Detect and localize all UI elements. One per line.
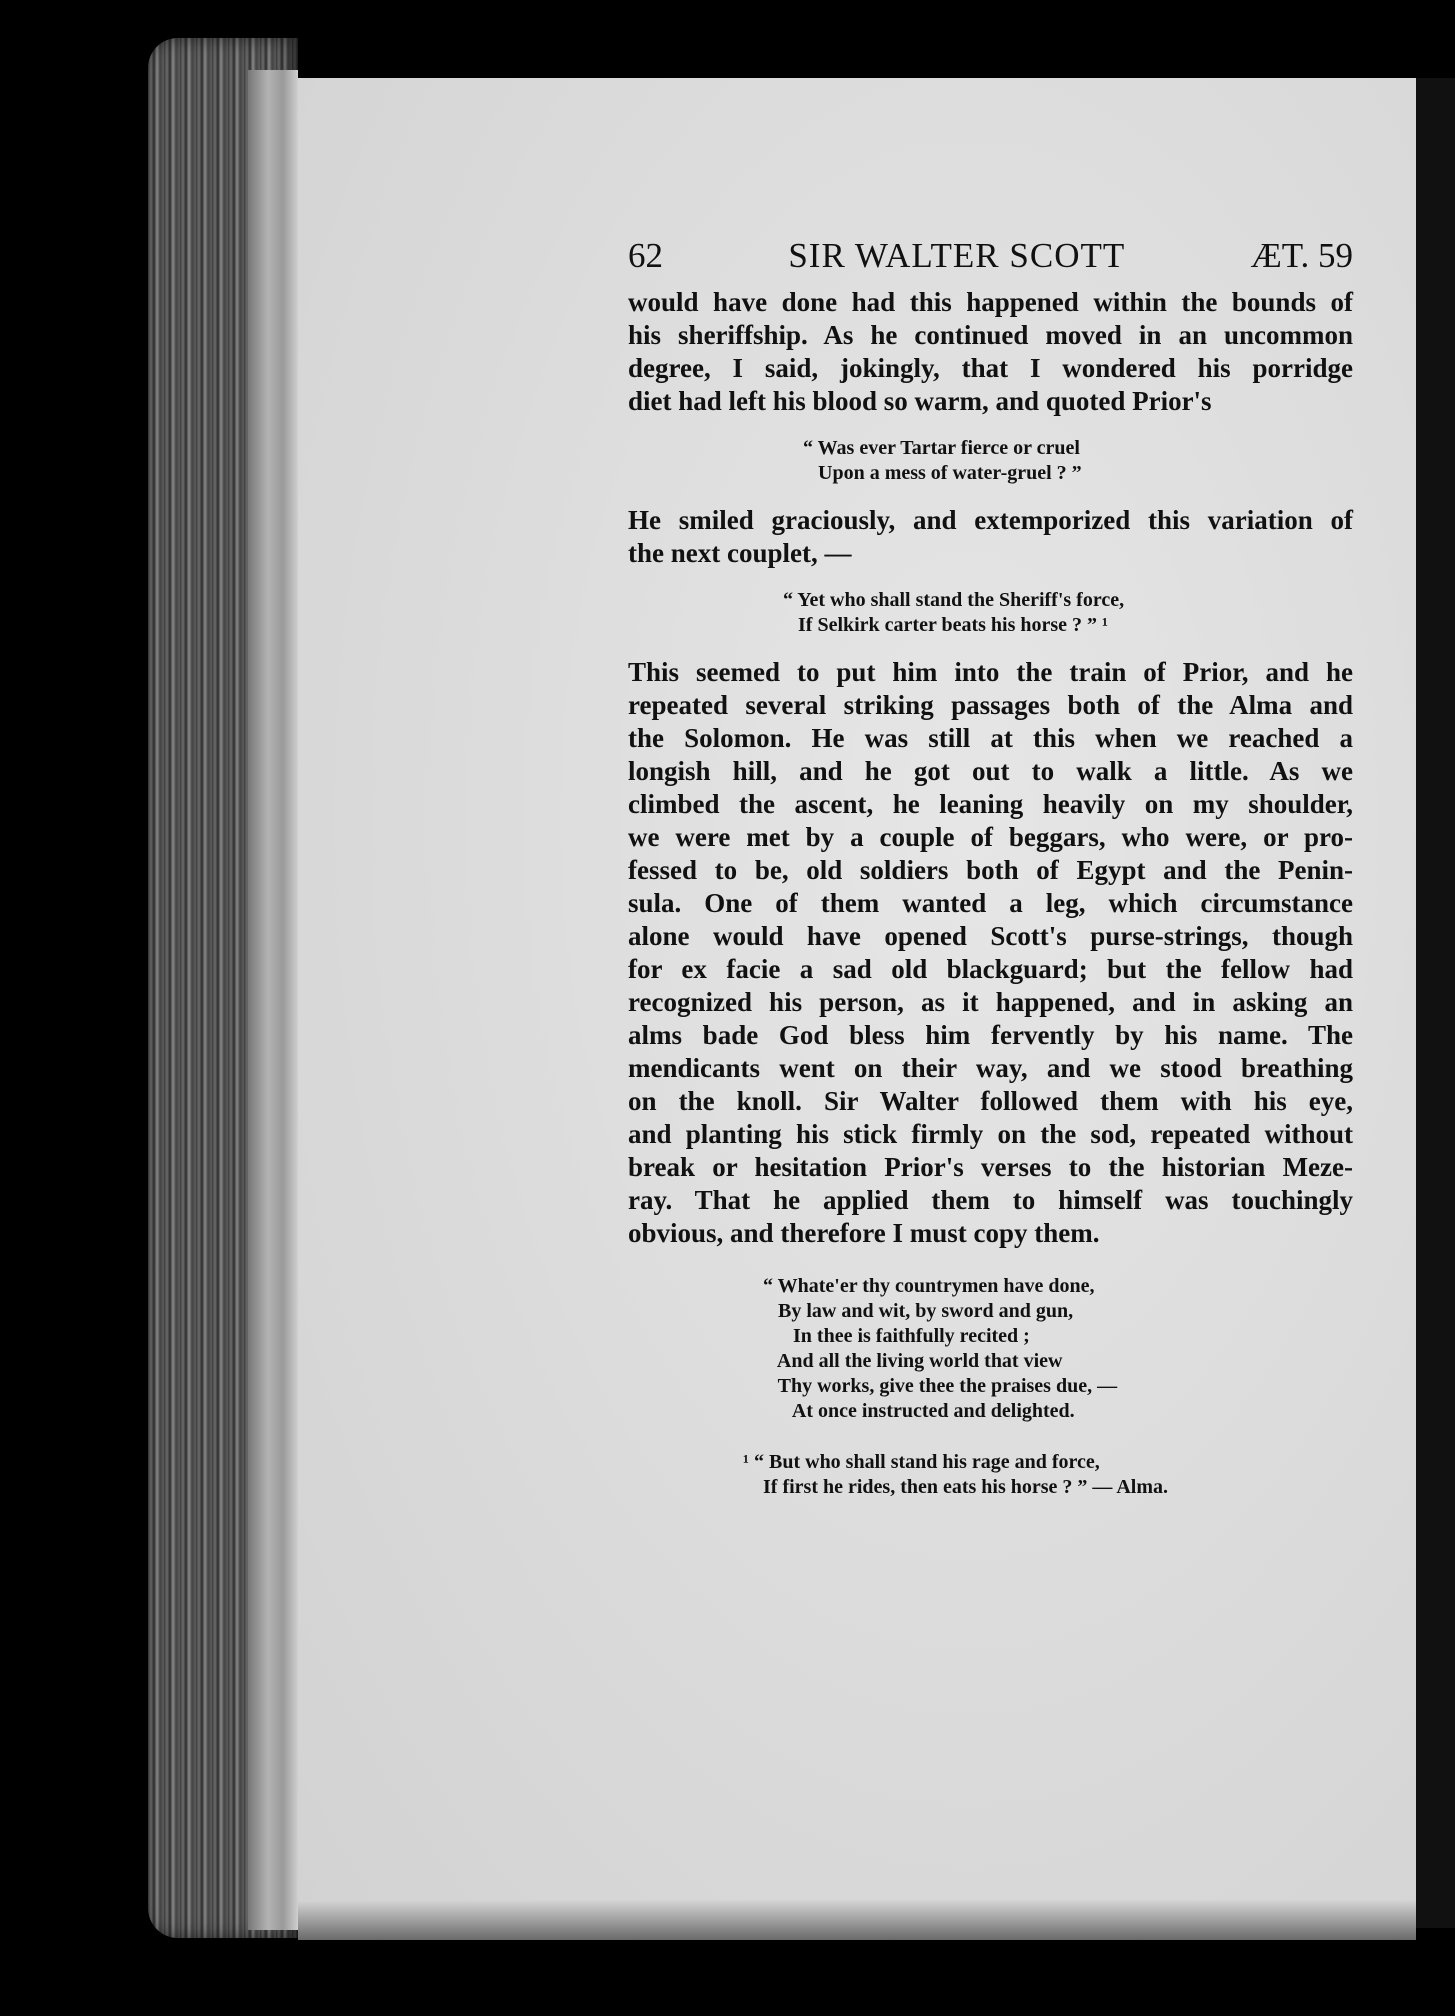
- page-bottom-shadow: [298, 1900, 1416, 1940]
- verse-line: “ Yet who shall stand the Sheriff's force,: [783, 589, 1125, 611]
- verse-line: Thy works, give thee the praises due, —: [763, 1375, 1118, 1397]
- text-line: the next couplet, —: [628, 538, 852, 568]
- text-line: mendicants went on their way, and we stood breathing: [628, 1053, 1353, 1083]
- text-line: ray. That he applied them to himself was touchingly: [628, 1185, 1353, 1215]
- age-marker: ÆT. 59: [1250, 236, 1353, 275]
- paragraph-2: [628, 504, 1353, 570]
- page-number: 62: [628, 236, 663, 275]
- paragraph-3: [628, 656, 1353, 1250]
- text-line: He smiled graciously, and extemporized this variation of: [628, 505, 1353, 535]
- text-line: fessed to be, old soldiers both of Egypt and the Penin-: [628, 855, 1353, 885]
- verse-quote-2: [783, 588, 1353, 638]
- page-gutter: [248, 70, 298, 1930]
- verse-line: In thee is faithfully recited ;: [763, 1325, 1030, 1347]
- text-line: the Solomon. He was still at this when we reached a: [628, 723, 1353, 753]
- text-line: This seemed to put him into the train of Prior, and he: [628, 657, 1353, 687]
- verse-line: If Selkirk carter beats his horse ? ” ¹: [783, 614, 1109, 636]
- verse-line: By law and wit, by sword and gun,: [763, 1300, 1074, 1322]
- text-line: would have done had this happened within the bounds of: [628, 287, 1353, 317]
- text-line: on the knoll. Sir Walter followed them with his eye,: [628, 1086, 1353, 1116]
- verse-line: And all the living world that view: [763, 1350, 1063, 1372]
- text-line: alone would have opened Scott's purse-strings, though: [628, 921, 1353, 951]
- text-line: diet had left his blood so warm, and quoted Prior's: [628, 386, 1212, 416]
- paragraph-1: [628, 286, 1353, 418]
- text-line: climbed the ascent, he leaning heavily on my shoulder,: [628, 789, 1353, 819]
- running-head: [628, 236, 1353, 282]
- text-line: his sheriffship. As he continued moved in an uncommon: [628, 320, 1353, 350]
- page-text: [628, 236, 1353, 1500]
- running-title: SIR WALTER SCOTT: [788, 236, 1126, 275]
- verse-line: “ Whate'er thy countrymen have done,: [763, 1275, 1095, 1297]
- verse-line: “ Was ever Tartar fierce or cruel: [803, 437, 1080, 459]
- text-line: break or hesitation Prior's verses to the historian Meze-: [628, 1152, 1353, 1182]
- verse-quote-1: [803, 436, 1353, 486]
- footnote-line: If first he rides, then eats his horse ? ” — Alma.: [743, 1476, 1168, 1498]
- text-line: for ex facie a sad old blackguard; but the fellow had: [628, 954, 1353, 984]
- verse-line: Upon a mess of water-gruel ? ”: [803, 462, 1082, 484]
- text-line: sula. One of them wanted a leg, which circumstance: [628, 888, 1353, 918]
- verse-quote-3: [763, 1274, 1353, 1424]
- text-line: we were met by a couple of beggars, who were, or pro-: [628, 822, 1353, 852]
- text-line: repeated several striking passages both of the Alma and: [628, 690, 1353, 720]
- text-line: obvious, and therefore I must copy them.: [628, 1218, 1100, 1248]
- text-line: alms bade God bless him fervently by his name. The: [628, 1020, 1353, 1050]
- facing-page-edge: [1416, 78, 1455, 1928]
- text-line: degree, I said, jokingly, that I wondered his porridge: [628, 353, 1353, 383]
- verse-line: At once instructed and delighted.: [763, 1400, 1075, 1422]
- text-line: and planting his stick firmly on the sod, repeated without: [628, 1119, 1353, 1149]
- footnote-line: ¹ “ But who shall stand his rage and force,: [743, 1451, 1100, 1473]
- footnote: [743, 1450, 1353, 1500]
- text-line: longish hill, and he got out to walk a little. As we: [628, 756, 1353, 786]
- text-line: recognized his person, as it happened, and in asking an: [628, 987, 1353, 1017]
